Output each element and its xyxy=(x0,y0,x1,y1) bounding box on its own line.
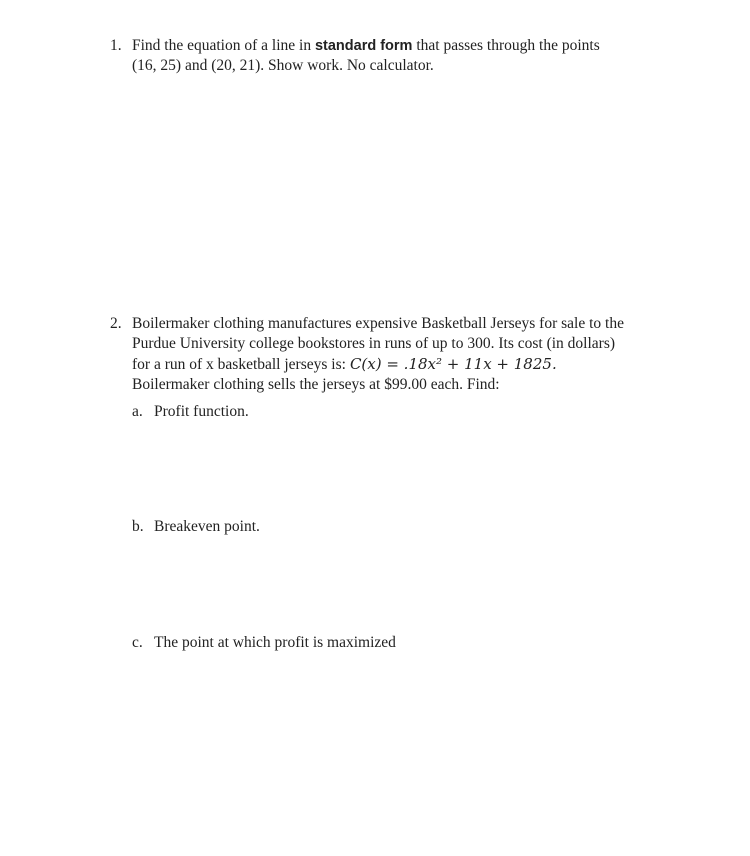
question-line xyxy=(132,354,710,375)
question-line: (16, 25) and (20, 21). Show work. No calculator. xyxy=(132,57,434,74)
question-number: 2. xyxy=(110,315,122,332)
part-label: b. xyxy=(132,518,144,535)
question-2 xyxy=(110,314,710,395)
part-text: Breakeven point. xyxy=(154,518,260,535)
part-c xyxy=(132,633,396,653)
question-number: 1. xyxy=(110,37,122,54)
part-label: c. xyxy=(132,634,143,651)
question-text xyxy=(132,36,710,76)
part-a xyxy=(132,402,249,422)
question-line: Boilermaker clothing sells the jerseys at $99.00 each. Find: xyxy=(132,376,500,393)
question-line: Purdue University college bookstores in runs of up to 300. Its cost (in dollars) xyxy=(132,335,616,352)
part-b xyxy=(132,517,260,537)
part-text: Profit function. xyxy=(154,403,249,420)
emphasis-standard-form: standard form xyxy=(314,38,413,54)
text-segment: for a run of x basketball jerseys is: xyxy=(132,356,346,373)
question-line: Boilermaker clothing manufactures expensive Basketball Jerseys for sale to the xyxy=(132,315,624,332)
question-line xyxy=(132,36,710,56)
question-text xyxy=(132,314,710,395)
question-1 xyxy=(110,36,710,76)
part-text: The point at which profit is maximized xyxy=(154,634,396,651)
text-segment: that passes through the points xyxy=(412,37,600,54)
text-segment: Find the equation of a line in xyxy=(132,37,315,54)
part-label: a. xyxy=(132,403,143,420)
cost-function-formula: C(x) = .18x² + 11x + 1825. xyxy=(349,355,557,373)
